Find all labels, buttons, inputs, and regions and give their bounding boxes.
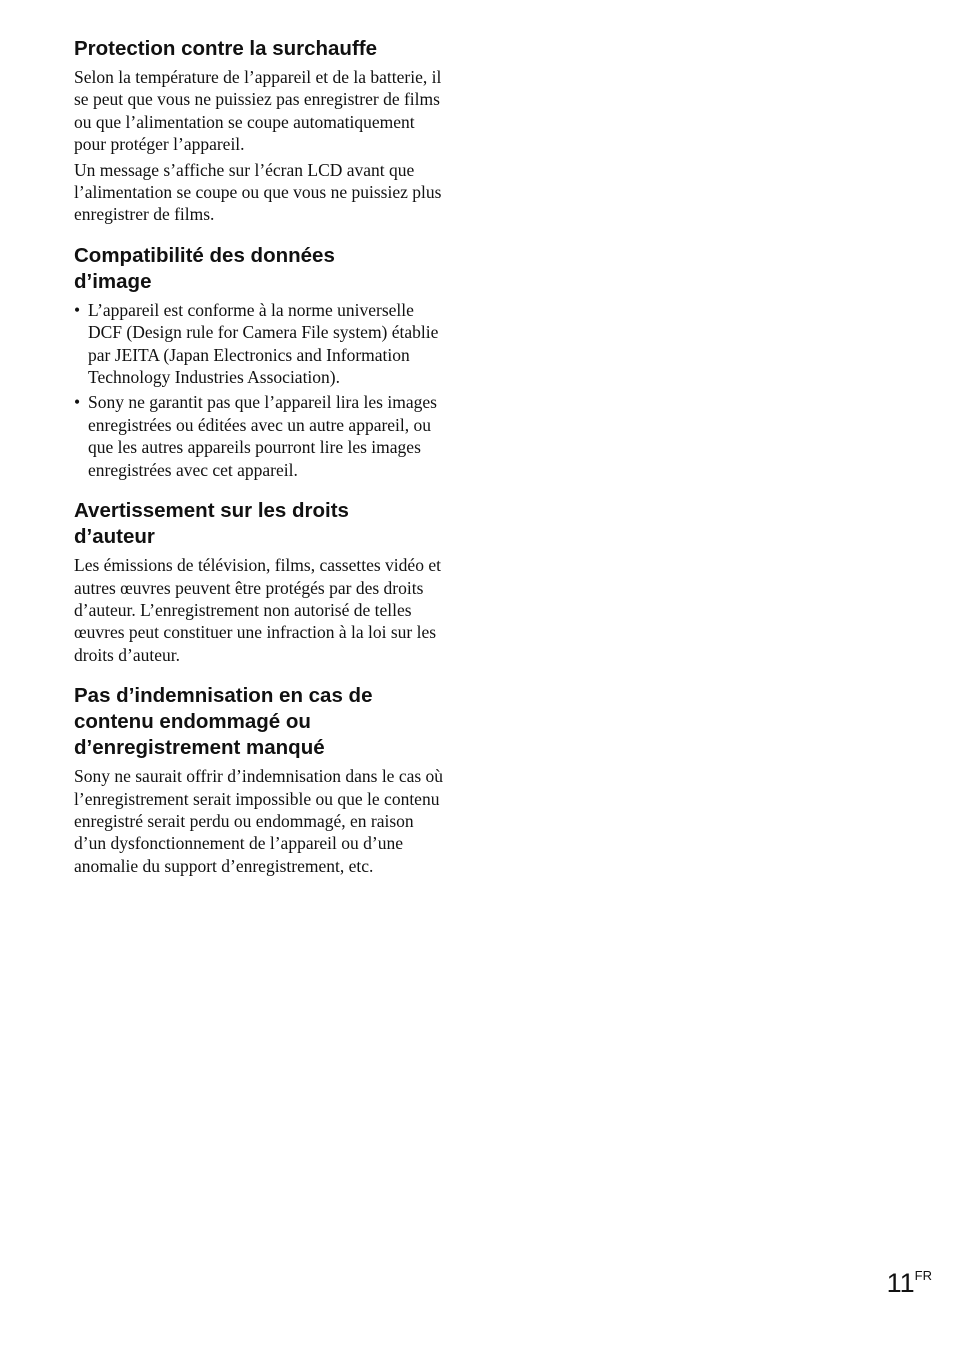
paragraph: Selon la température de l’appareil et de la batterie, il se peut que vous ne puissiez pas enregistrer de films ou que l’alimentation se coupe automatiquement pour protéger l’appareil. <box>74 67 442 155</box>
section-heading: Protection contre la surchauffe <box>74 37 378 60</box>
bullet-icon: • <box>74 299 81 320</box>
section-surchauffe <box>74 36 449 226</box>
list-item-text: L’appareil est conforme à la norme universelle DCF (Design rule for Camera File system) établie par JEITA (Japan Electronics and Information Technology Industries Association). <box>88 299 439 388</box>
section-indemnisation <box>74 683 449 877</box>
list-item <box>74 391 449 481</box>
section-heading: Compatibilité des données d’image <box>74 243 335 293</box>
section-compatibilite <box>74 243 449 481</box>
page-language-code: FR <box>914 1268 932 1283</box>
list-item-text: Sony ne garantit pas que l’appareil lira les images enregistrées ou éditées avec un autre appareil, ou que les autres appareils pourront lire les images enregistrées avec cet appareil. <box>88 392 437 480</box>
section-heading: Avertissement sur les droits d’auteur <box>74 499 349 549</box>
bullet-icon: • <box>74 392 81 413</box>
page-number-value: 11 <box>886 1268 915 1298</box>
paragraph: Un message s’affiche sur l’écran LCD avant que l’alimentation se coupe ou que vous ne puissiez plus enregistrer de films. <box>74 159 442 225</box>
section-droits-auteur <box>74 498 449 666</box>
paragraph: Les émissions de télévision, films, cassettes vidéo et autres œuvres peuvent être protégés par des droits d’auteur. L’enregistrement non autorisé de telles œuvres peut constituer une infraction à la loi sur les droits d’auteur. <box>74 555 441 665</box>
list-item <box>74 299 449 389</box>
paragraph: Sony ne saurait offrir d’indemnisation dans le cas où l’enregistrement serait impossible ou que le contenu enregistré serait perdu ou endommagé, en raison d’un dysfonctionnement de l’appareil ou d’une anomalie du support d’enregistrement, etc. <box>74 766 444 876</box>
section-heading: Pas d’indemnisation en cas de contenu endommagé ou d’enregistrement manqué <box>74 684 373 760</box>
page-number <box>887 1266 932 1300</box>
bullet-list <box>74 299 449 481</box>
document-body <box>74 36 449 894</box>
